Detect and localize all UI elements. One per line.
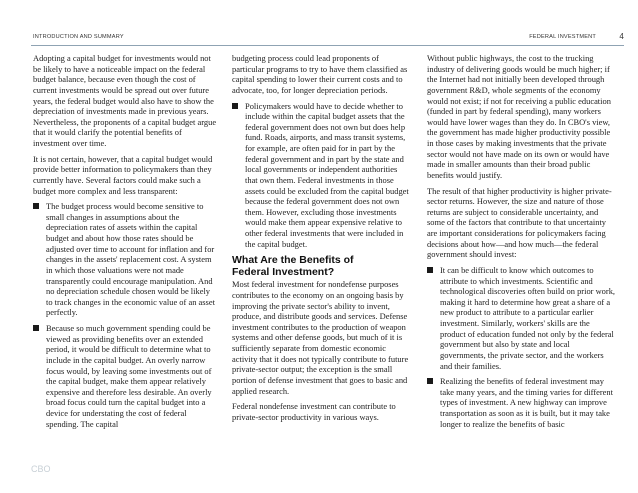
- bullet-item: [33, 323, 217, 429]
- bullet-square-icon: [33, 325, 39, 331]
- paragraph: Federal nondefense investment can contribute to private-sector productivity in various ways.: [232, 401, 396, 422]
- paragraph: Without public highways, the cost to the trucking industry of delivering goods would be much higher; if the Internet had not initially been developed through government R&D, whole segments of the economy would not exist; if not for receiving a public education (funded in part by federal spending), many workers would have lower wages than they do. In CBO's view, the government has made higher productivity possible in those cases by making investments that the private sector would not have made on its own or would have made in smaller amounts than their broad public benefits would justify.: [427, 53, 611, 180]
- bullet-square-icon: [427, 378, 433, 384]
- paragraph: budgeting process could lead proponents of particular programs to try to have them classified as capital spending to lower their current costs and to advocate, too, for longer depreciation periods.: [232, 53, 408, 95]
- page-number: 4: [619, 32, 624, 41]
- bullet-square-icon: [33, 203, 39, 209]
- paragraph: The result of that higher productivity is higher private-sector returns. However, the size and nature of those returns are subject to considerable uncertainty, and some of the factors that contribute to that uncertainty are important considerations for policymakers facing decisions about how—and how much—the federal government should invest:: [427, 185, 612, 260]
- bullet-text: Because so much government spending could be viewed as providing benefits over an extended period, it would be difficult to determine what to include in the capital budget. An overly narrow focus would, by leaving some investments out of the capital budget, make them appear relatively expensive and therefore less desirable. An overly broad focus could turn the capital budget into a device for understating the cost of federal spending. The capital: [46, 323, 212, 429]
- header-rule: [31, 45, 624, 46]
- bullet-square-icon: [427, 267, 433, 273]
- paragraph: Most federal investment for nondefense purposes contributes to the economy on an ongoing basis by improving the private sector's ability to invent, produce, and distribute goods and services. Defense investment contributes to the production of weapon systems and other defense goods, but much of it is sufficiently separate from domestic economic activity that it does not typically contribute to future private-sector output; the exception is the small portion of defense investment that goes to basic and applied research.: [232, 279, 409, 396]
- column-2: [232, 53, 412, 427]
- paragraph: Adopting a capital budget for investments would not be likely to have a noticeable impact on the federal budget balance, because even though the cost of current investments would be spread out over future years, the federal budget would also have to show the depreciation of investments made in previous years. Nevertheless, the proponents of a capital budget argue that it would clarify the potential benefits of investment over time.: [33, 53, 217, 148]
- bullet-text: Realizing the benefits of federal investment may take many years, and the timing varies for different types of investment. A new highway can improve transportation as soon as it is built, but it may take longer to realize the benefits of basic: [440, 376, 613, 429]
- column-1: [33, 53, 217, 434]
- cbo-logo: CBO: [31, 464, 51, 474]
- bullet-text: It can be difficult to know which outcomes to attribute to which investments. Scientific and technological discoveries often build on prior work, making it hard to determine how great a share of a new product to attribute to a particular earlier investment. Similarly, workers' skills are the product of education funded not only by the federal government but also by state and local governments, the private sector, and the workers and their families.: [440, 264, 616, 371]
- bullet-text: Policymakers would have to decide whether to include within the capital budget assets that the federal government does not own but does help fund. Roads, airports, and mass transit systems, for example, are often paid for in part by the federal government and in part by the state and local governments or independent authorities that own them. Federal investments in those assets could be excluded from the capital budget because the federal government does not own them. However, excluding those investments would make them appear expensive relative to other federal investments that were included in the capital budget.: [245, 100, 409, 249]
- bullet-item: [232, 101, 412, 250]
- bullet-item: [427, 265, 617, 371]
- report-title: FEDERAL INVESTMENT: [529, 34, 596, 40]
- bullet-item: [33, 201, 217, 318]
- bullet-text: The budget process would become sensitive to small changes in assumptions about the depreciation rates of assets within the capital budget and about how those rates should be adjusted over time to account for inflation and for changes in the assets' replacement cost. A system in which those valuations were not made transparently could encourage manipulation. And no depreciation schedule chosen would be likely to track changes in the economic value of an asset perfectly.: [46, 201, 215, 318]
- paragraph: It is not certain, however, that a capital budget would provide better information to policymakers than they currently have. Several factors could make such a budget more complex and less transparent:: [33, 153, 213, 196]
- section-heading: [232, 254, 412, 278]
- heading-line: Federal Investment?: [232, 266, 335, 279]
- bullet-item: [427, 376, 617, 429]
- heading-line: What Are the Benefits of: [232, 254, 354, 267]
- bullet-square-icon: [232, 103, 238, 109]
- section-title: INTRODUCTION AND SUMMARY: [33, 34, 124, 40]
- column-3: [427, 53, 617, 434]
